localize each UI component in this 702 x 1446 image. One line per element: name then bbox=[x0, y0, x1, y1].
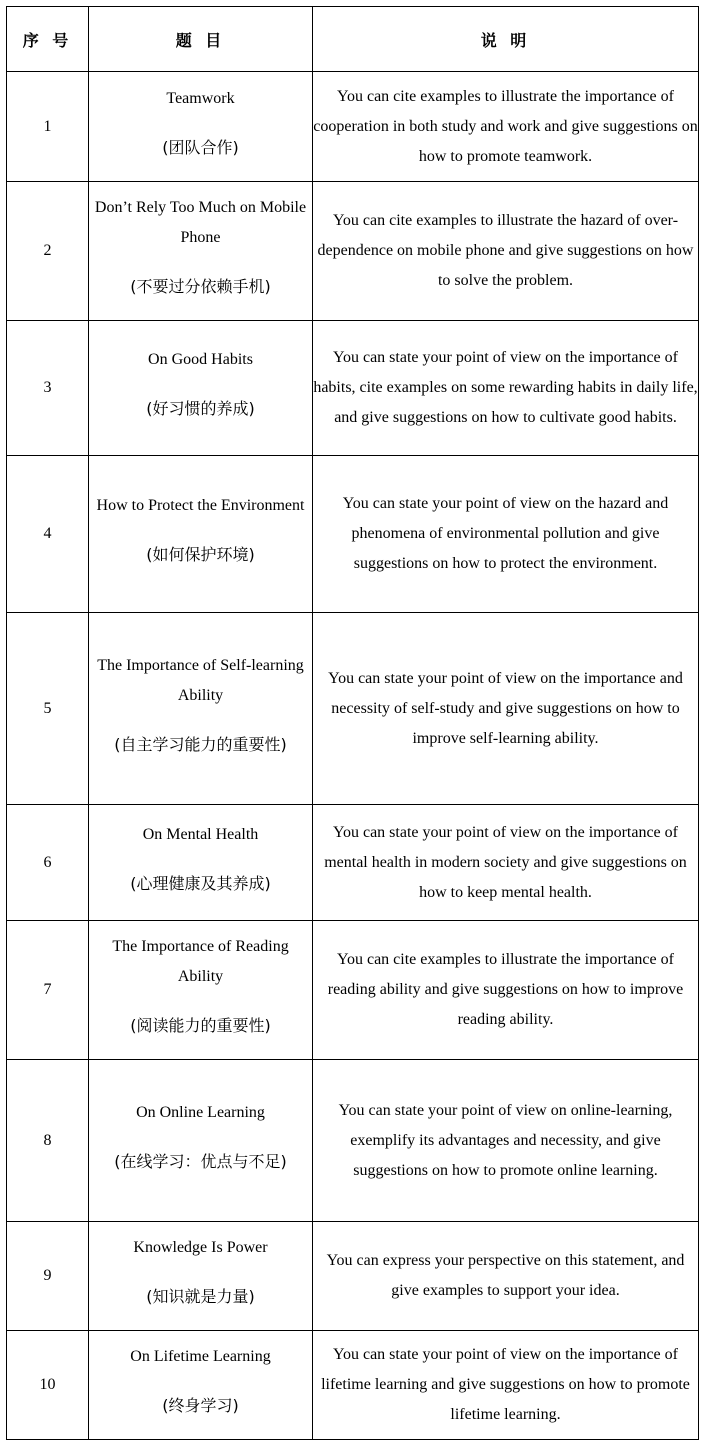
row-description: You can state your point of view on online-learning, exemplify its advantages and necessity, and give suggestions on how to promote online learning. bbox=[313, 1060, 699, 1222]
row-number: 7 bbox=[7, 921, 89, 1060]
row-number: 5 bbox=[7, 613, 89, 805]
header-row bbox=[7, 7, 699, 72]
row-title bbox=[89, 456, 313, 613]
row-number: 9 bbox=[7, 1222, 89, 1331]
row-number: 3 bbox=[7, 321, 89, 456]
table-row bbox=[7, 1222, 699, 1331]
title-english: On Good Habits bbox=[148, 351, 253, 368]
table-row bbox=[7, 321, 699, 456]
header-description: 说 明 bbox=[313, 7, 699, 72]
row-title bbox=[89, 182, 313, 321]
table-row bbox=[7, 805, 699, 921]
row-number: 10 bbox=[7, 1331, 89, 1440]
row-title bbox=[89, 921, 313, 1060]
title-english: On Lifetime Learning bbox=[130, 1348, 271, 1365]
title-chinese: (自主学习能力的重要性) bbox=[114, 734, 287, 754]
title-chinese: (不要过分依赖手机) bbox=[130, 277, 271, 296]
row-number: 6 bbox=[7, 805, 89, 921]
row-description: You can state your point of view on the importance of lifetime learning and give suggestions on how to promote lifetime learning. bbox=[313, 1331, 699, 1440]
title-chinese: (如何保护环境) bbox=[146, 545, 255, 564]
row-description: You can express your perspective on this statement, and give examples to support your idea. bbox=[313, 1222, 699, 1331]
row-number: 2 bbox=[7, 182, 89, 321]
title-chinese: (在线学习：优点与不足) bbox=[114, 1151, 287, 1171]
title-english: Don’t Rely Too Much on Mobile Phone bbox=[94, 199, 307, 246]
title-english: Knowledge Is Power bbox=[133, 1239, 268, 1256]
row-number: 8 bbox=[7, 1060, 89, 1222]
row-title bbox=[89, 72, 313, 182]
title-chinese: (心理健康及其养成) bbox=[130, 873, 271, 893]
title-chinese: (知识就是力量) bbox=[146, 1287, 255, 1306]
title-english: How to Protect the Environment bbox=[96, 497, 305, 514]
table-row bbox=[7, 1331, 699, 1440]
header-number: 序 号 bbox=[7, 7, 89, 72]
title-english: On Online Learning bbox=[136, 1103, 265, 1121]
title-english: The Importance of Self-learning Ability bbox=[97, 656, 304, 704]
title-chinese: (阅读能力的重要性) bbox=[130, 1016, 271, 1035]
row-description: You can state your point of view on the importance of mental health in modern society and give suggestions on how to keep mental health. bbox=[313, 805, 699, 921]
table-row bbox=[7, 72, 699, 182]
row-title bbox=[89, 1331, 313, 1440]
row-description: You can state your point of view on the importance and necessity of self-study and give suggestions on how to improve self-learning ability. bbox=[313, 613, 699, 805]
row-title bbox=[89, 1060, 313, 1222]
row-title bbox=[89, 321, 313, 456]
title-english: Teamwork bbox=[166, 89, 235, 107]
topics-table bbox=[6, 6, 699, 1440]
table-row bbox=[7, 613, 699, 805]
row-number: 1 bbox=[7, 72, 89, 182]
table-row bbox=[7, 921, 699, 1060]
row-description: You can state your point of view on the importance of habits, cite examples on some rewarding habits in daily life, and give suggestions on how to cultivate good habits. bbox=[313, 321, 699, 456]
row-number: 4 bbox=[7, 456, 89, 613]
row-description: You can cite examples to illustrate the hazard of over-dependence on mobile phone and give suggestions on how to solve the problem. bbox=[313, 182, 699, 321]
table-row bbox=[7, 456, 699, 613]
row-description: You can cite examples to illustrate the importance of reading ability and give suggestions on how to improve reading ability. bbox=[313, 921, 699, 1060]
title-chinese: (团队合作) bbox=[162, 137, 239, 157]
table-row bbox=[7, 1060, 699, 1222]
row-description: You can cite examples to illustrate the importance of cooperation in both study and work and give suggestions on how to promote teamwork. bbox=[313, 72, 699, 182]
table-row bbox=[7, 182, 699, 321]
row-title bbox=[89, 1222, 313, 1331]
row-description: You can state your point of view on the hazard and phenomena of environmental pollution and give suggestions on how to protect the environment. bbox=[313, 456, 699, 613]
title-english: The Importance of Reading Ability bbox=[112, 938, 289, 985]
row-title bbox=[89, 805, 313, 921]
title-chinese: (终身学习) bbox=[162, 1396, 239, 1415]
row-title bbox=[89, 613, 313, 805]
title-english: On Mental Health bbox=[142, 825, 259, 843]
header-title: 题 目 bbox=[89, 7, 313, 72]
title-chinese: (好习惯的养成) bbox=[146, 399, 255, 418]
